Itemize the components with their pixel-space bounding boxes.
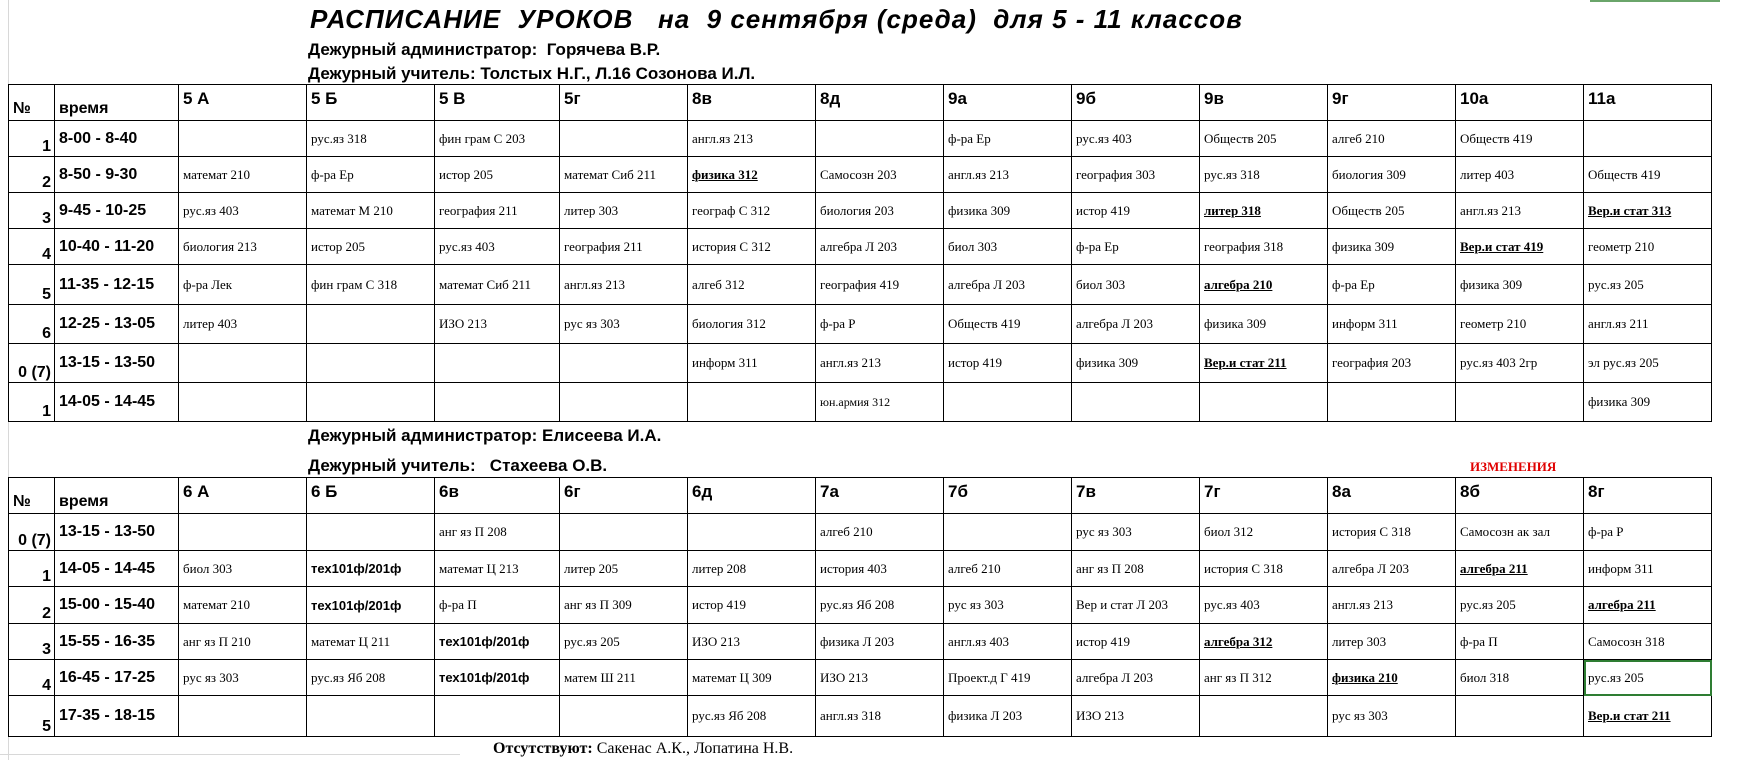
lesson-cell[interactable]: рус яз 303	[1072, 514, 1200, 551]
lesson-cell[interactable]: алгеб 210	[1328, 121, 1456, 157]
lesson-cell[interactable]: биол 303	[179, 551, 307, 587]
class-header[interactable]: 8а	[1328, 478, 1456, 514]
lesson-cell[interactable]: биология 203	[816, 193, 944, 229]
lesson-cell[interactable]: рус.яз 318	[307, 121, 435, 157]
lesson-cell[interactable]: физика 309	[1584, 383, 1712, 422]
class-header[interactable]: 6д	[688, 478, 816, 514]
lesson-cell[interactable]: физика 309	[1328, 229, 1456, 265]
absent-label: Отсутствуют:	[493, 740, 593, 757]
lesson-cell[interactable]: рус.яз 205	[1584, 660, 1712, 696]
class-header[interactable]: 9б	[1072, 85, 1200, 121]
lesson-cell[interactable]	[307, 514, 435, 551]
lesson-cell[interactable]: математ М 210	[307, 193, 435, 229]
lesson-cell[interactable]: Обществ 205	[1200, 121, 1328, 157]
lesson-cell[interactable]: ИЗО 213	[688, 624, 816, 660]
lesson-cell[interactable]: юн.армия 312	[816, 383, 944, 422]
lesson-cell[interactable]: ф-ра Ер	[1072, 229, 1200, 265]
lesson-cell[interactable]: анг яз П 208	[435, 514, 560, 551]
lesson-cell[interactable]: рус.яз 318	[1200, 157, 1328, 193]
class-header[interactable]: 11а	[1584, 85, 1712, 121]
lesson-number[interactable]: 0 (7)	[9, 514, 55, 551]
class-header[interactable]: 5 В	[435, 85, 560, 121]
lesson-cell[interactable]: рус.яз 403	[1200, 587, 1328, 624]
lesson-cell[interactable]: история С 318	[1328, 514, 1456, 551]
lesson-number[interactable]: 2	[9, 587, 55, 624]
lesson-cell[interactable]	[435, 383, 560, 422]
class-header[interactable]: 9а	[944, 85, 1072, 121]
lesson-cell[interactable]: литер 303	[1328, 624, 1456, 660]
lesson-cell[interactable]: биология 213	[179, 229, 307, 265]
lesson-cell[interactable]: ф-ра Ер	[944, 121, 1072, 157]
lesson-row	[9, 383, 1712, 422]
lesson-cell[interactable]: литер 303	[560, 193, 688, 229]
lesson-cell[interactable]	[1200, 383, 1328, 422]
lesson-number[interactable]: 5	[9, 696, 55, 737]
changes-label: ИЗМЕНЕНИЯ	[1470, 459, 1557, 474]
lesson-cell[interactable]: физика Л 203	[944, 696, 1072, 737]
lesson-cell[interactable]: фин грам С 203	[435, 121, 560, 157]
lesson-cell[interactable]: Вер.и стат 211	[1584, 696, 1712, 737]
class-header[interactable]: 8б	[1456, 478, 1584, 514]
lesson-cell[interactable]	[560, 344, 688, 383]
duty-teacher-1: Дежурный учитель: Толстых Н.Г., Л.16 Созонова И.Л.	[308, 64, 756, 83]
lesson-cell[interactable]	[179, 514, 307, 551]
class-header[interactable]: 9в	[1200, 85, 1328, 121]
lesson-cell[interactable]: тех101ф/201ф	[307, 551, 435, 587]
lesson-cell[interactable]: истор 205	[307, 229, 435, 265]
lesson-cell[interactable]: Самосозн 203	[816, 157, 944, 193]
lesson-cell[interactable]: англ.яз 213	[1328, 587, 1456, 624]
lesson-cell[interactable]: Проект.д Г 419	[944, 660, 1072, 696]
lesson-time[interactable]: 15-55 - 16-35	[55, 624, 179, 660]
lesson-cell[interactable]: география 203	[1328, 344, 1456, 383]
lesson-time[interactable]: 8-00 - 8-40	[55, 121, 179, 157]
lesson-cell[interactable]: фин грам С 318	[307, 265, 435, 305]
lesson-cell[interactable]: Обществ 205	[1328, 193, 1456, 229]
absent-teachers	[493, 740, 793, 758]
lesson-cell[interactable]	[1456, 383, 1584, 422]
lesson-row	[9, 157, 1712, 193]
header-number: №	[9, 478, 55, 514]
lesson-cell[interactable]: ИЗО 213	[816, 660, 944, 696]
lesson-cell[interactable]: рус яз 303	[1328, 696, 1456, 737]
lesson-cell[interactable]: англ.яз 211	[1584, 305, 1712, 344]
lesson-row	[9, 624, 1712, 660]
lesson-cell[interactable]: алгеб 210	[944, 551, 1072, 587]
lesson-cell[interactable]: рус.яз 205	[1584, 265, 1712, 305]
lesson-cell[interactable]: физика 312	[688, 157, 816, 193]
lesson-number[interactable]: 3	[9, 193, 55, 229]
lesson-cell[interactable]	[1584, 121, 1712, 157]
lesson-cell[interactable]: Самосозн ак зал	[1456, 514, 1584, 551]
lesson-time[interactable]: 16-45 - 17-25	[55, 660, 179, 696]
lesson-cell[interactable]: алгебра 211	[1584, 587, 1712, 624]
header-time: время	[55, 478, 179, 514]
lesson-cell[interactable]: литер 318	[1200, 193, 1328, 229]
lesson-row	[9, 193, 1712, 229]
lesson-time[interactable]: 13-15 - 13-50	[55, 344, 179, 383]
lesson-row	[9, 121, 1712, 157]
lesson-cell[interactable]	[560, 696, 688, 737]
lesson-cell[interactable]: рус.яз Яб 208	[816, 587, 944, 624]
lesson-cell[interactable]: истор 419	[1072, 193, 1200, 229]
lesson-cell[interactable]	[179, 696, 307, 737]
lesson-cell[interactable]	[944, 383, 1072, 422]
lesson-number[interactable]: 5	[9, 265, 55, 305]
lesson-cell[interactable]: физика Л 203	[816, 624, 944, 660]
lesson-cell[interactable]: алгебра Л 203	[816, 229, 944, 265]
class-header[interactable]: 6 Б	[307, 478, 435, 514]
lesson-cell[interactable]: англ.яз 318	[816, 696, 944, 737]
lesson-cell[interactable]: эл рус.яз 205	[1584, 344, 1712, 383]
lesson-number[interactable]: 1	[9, 551, 55, 587]
lesson-cell[interactable]: рус яз 303	[944, 587, 1072, 624]
lesson-cell[interactable]: география 318	[1200, 229, 1328, 265]
lesson-cell[interactable]: географ С 312	[688, 193, 816, 229]
class-header[interactable]: 8в	[688, 85, 816, 121]
lesson-cell[interactable]: математ Сиб 211	[560, 157, 688, 193]
class-header[interactable]: 7в	[1072, 478, 1200, 514]
lesson-row	[9, 514, 1712, 551]
lesson-cell[interactable]: англ.яз 213	[1456, 193, 1584, 229]
lesson-cell[interactable]: Обществ 419	[1584, 157, 1712, 193]
lesson-time[interactable]: 10-40 - 11-20	[55, 229, 179, 265]
lesson-cell[interactable]: рус.яз 403 2гр	[1456, 344, 1584, 383]
lesson-cell[interactable]: рус яз 303	[179, 660, 307, 696]
lesson-cell[interactable]	[1456, 696, 1584, 737]
lesson-cell[interactable]: алгеб 312	[688, 265, 816, 305]
lesson-cell[interactable]	[944, 514, 1072, 551]
lesson-cell[interactable]: анг яз П 208	[1072, 551, 1200, 587]
lesson-row	[9, 344, 1712, 383]
duty-teacher-2: Дежурный учитель: Стахеева О.В.	[308, 456, 608, 475]
lesson-cell[interactable]: история С 318	[1200, 551, 1328, 587]
lesson-cell[interactable]	[816, 121, 944, 157]
lesson-cell[interactable]	[435, 696, 560, 737]
class-header[interactable]: 5 А	[179, 85, 307, 121]
lesson-time[interactable]: 14-05 - 14-45	[55, 551, 179, 587]
lesson-number[interactable]: 1	[9, 121, 55, 157]
lesson-cell[interactable]: анг яз П 309	[560, 587, 688, 624]
duty-admin-1: Дежурный администратор: Горячева В.Р.	[308, 40, 661, 59]
lesson-cell[interactable]: биология 309	[1328, 157, 1456, 193]
lesson-cell[interactable]: биол 303	[944, 229, 1072, 265]
class-header[interactable]: 6в	[435, 478, 560, 514]
lesson-cell[interactable]: биология 312	[688, 305, 816, 344]
header-number: №	[9, 85, 55, 121]
class-header[interactable]: 8д	[816, 85, 944, 121]
lesson-cell[interactable]	[1328, 383, 1456, 422]
lesson-time[interactable]: 12-25 - 13-05	[55, 305, 179, 344]
lesson-cell[interactable]: геометр 210	[1584, 229, 1712, 265]
lesson-cell[interactable]: география 303	[1072, 157, 1200, 193]
lesson-cell[interactable]	[688, 383, 816, 422]
lesson-row	[9, 587, 1712, 624]
lesson-cell[interactable]: Обществ 419	[1456, 121, 1584, 157]
lesson-cell[interactable]: алгебра 211	[1456, 551, 1584, 587]
lesson-cell[interactable]: истор 205	[435, 157, 560, 193]
lesson-cell[interactable]	[560, 514, 688, 551]
lesson-cell[interactable]: истор 419	[688, 587, 816, 624]
lesson-cell[interactable]: анг яз П 210	[179, 624, 307, 660]
lesson-cell[interactable]: алгебра Л 203	[944, 265, 1072, 305]
lesson-cell[interactable]: англ.яз 213	[688, 121, 816, 157]
lesson-time[interactable]: 8-50 - 9-30	[55, 157, 179, 193]
lesson-cell[interactable]: ф-ра Ер	[1328, 265, 1456, 305]
lesson-time[interactable]: 15-00 - 15-40	[55, 587, 179, 624]
lesson-cell[interactable]: литер 208	[688, 551, 816, 587]
selected-cell-indicator	[1590, 0, 1720, 2]
lesson-cell[interactable]: литер 205	[560, 551, 688, 587]
lesson-cell[interactable]: алгеб 210	[816, 514, 944, 551]
lesson-cell[interactable]: алгебра Л 203	[1072, 305, 1200, 344]
lesson-cell[interactable]	[1200, 696, 1328, 737]
lesson-row	[9, 660, 1712, 696]
lesson-cell[interactable]: тех101ф/201ф	[307, 587, 435, 624]
lesson-cell[interactable]: рус.яз Яб 208	[307, 660, 435, 696]
lesson-cell[interactable]: география 211	[435, 193, 560, 229]
lesson-cell[interactable]	[1072, 383, 1200, 422]
lesson-cell[interactable]: физика 210	[1328, 660, 1456, 696]
class-header[interactable]: 7а	[816, 478, 944, 514]
lesson-cell[interactable]	[307, 696, 435, 737]
class-header[interactable]: 7г	[1200, 478, 1328, 514]
lesson-cell[interactable]: матем Ш 211	[560, 660, 688, 696]
lesson-number[interactable]: 3	[9, 624, 55, 660]
absent-names: Сакенас А.К., Лопатина Н.В.	[592, 740, 794, 757]
lesson-cell[interactable]: англ.яз 213	[816, 344, 944, 383]
page-title: РАСПИСАНИЕ УРОКОВ на 9 сентября (среда) для 5 - 11 классов	[310, 4, 1243, 34]
lesson-cell[interactable]: рус.яз 403	[435, 229, 560, 265]
lesson-time[interactable]: 9-45 - 10-25	[55, 193, 179, 229]
lesson-cell[interactable]	[179, 383, 307, 422]
lesson-cell[interactable]: математ 210	[179, 157, 307, 193]
lesson-number[interactable]: 2	[9, 157, 55, 193]
lesson-row	[9, 305, 1712, 344]
lesson-cell[interactable]: физика 309	[944, 193, 1072, 229]
lesson-cell[interactable]: математ Ц 309	[688, 660, 816, 696]
lesson-time[interactable]: 14-05 - 14-45	[55, 383, 179, 422]
lesson-cell[interactable]: история С 312	[688, 229, 816, 265]
lesson-cell[interactable]: физика 309	[1072, 344, 1200, 383]
lesson-cell[interactable]: алгебра 210	[1200, 265, 1328, 305]
lesson-cell[interactable]: информ 311	[688, 344, 816, 383]
lesson-number[interactable]: 4	[9, 229, 55, 265]
class-header[interactable]: 5г	[560, 85, 688, 121]
lesson-cell[interactable]: география 211	[560, 229, 688, 265]
lesson-cell[interactable]: ф-ра П	[1456, 624, 1584, 660]
lesson-number[interactable]: 0 (7)	[9, 344, 55, 383]
lesson-cell[interactable]: рус яз 303	[560, 305, 688, 344]
class-header[interactable]: 7б	[944, 478, 1072, 514]
class-header[interactable]: 9г	[1328, 85, 1456, 121]
lesson-number[interactable]: 1	[9, 383, 55, 422]
lesson-cell[interactable]: Обществ 419	[944, 305, 1072, 344]
lesson-cell[interactable]	[560, 383, 688, 422]
class-header[interactable]: 6 А	[179, 478, 307, 514]
lesson-row	[9, 696, 1712, 737]
lesson-row	[9, 229, 1712, 265]
lesson-cell[interactable]: истор 419	[944, 344, 1072, 383]
lesson-cell[interactable]: литер 403	[179, 305, 307, 344]
lesson-cell[interactable]: биол 318	[1456, 660, 1584, 696]
duty-admin-2: Дежурный администратор: Елисеева И.А.	[308, 426, 662, 445]
lesson-cell[interactable]: история 403	[816, 551, 944, 587]
lesson-cell[interactable]: физика 309	[1200, 305, 1328, 344]
lesson-cell[interactable]: ИЗО 213	[1072, 696, 1200, 737]
lesson-row	[9, 551, 1712, 587]
lesson-row	[9, 265, 1712, 305]
lesson-time[interactable]: 13-15 - 13-50	[55, 514, 179, 551]
lesson-cell[interactable]: география 419	[816, 265, 944, 305]
lesson-cell[interactable]: математ Ц 213	[435, 551, 560, 587]
lesson-cell[interactable]	[307, 344, 435, 383]
sheet-bottom-border	[0, 754, 460, 755]
lesson-cell[interactable]	[560, 121, 688, 157]
lesson-cell[interactable]: ф-ра Лек	[179, 265, 307, 305]
lesson-cell[interactable]	[179, 344, 307, 383]
lesson-cell[interactable]: рус.яз Яб 208	[688, 696, 816, 737]
lesson-cell[interactable]: ИЗО 213	[435, 305, 560, 344]
lesson-time[interactable]: 11-35 - 12-15	[55, 265, 179, 305]
lesson-cell[interactable]: математ Ц 211	[307, 624, 435, 660]
lesson-cell[interactable]: рус.яз 403	[1072, 121, 1200, 157]
lesson-cell[interactable]: литер 403	[1456, 157, 1584, 193]
lesson-cell[interactable]	[435, 344, 560, 383]
class-header[interactable]: 8г	[1584, 478, 1712, 514]
lesson-cell[interactable]: биол 312	[1200, 514, 1328, 551]
lesson-time[interactable]: 17-35 - 18-15	[55, 696, 179, 737]
class-header[interactable]: 5 Б	[307, 85, 435, 121]
lesson-cell[interactable]: ф-ра П	[435, 587, 560, 624]
lesson-cell[interactable]: Самосозн 318	[1584, 624, 1712, 660]
header-time: время	[55, 85, 179, 121]
lesson-cell[interactable]: ф-ра Р	[1584, 514, 1712, 551]
lesson-number[interactable]: 4	[9, 660, 55, 696]
lesson-cell[interactable]: математ 210	[179, 587, 307, 624]
lesson-cell[interactable]: алгебра 312	[1200, 624, 1328, 660]
lesson-cell[interactable]: англ.яз 403	[944, 624, 1072, 660]
lesson-cell[interactable]: рус.яз 403	[179, 193, 307, 229]
lesson-cell[interactable]: информ 311	[1584, 551, 1712, 587]
lesson-cell[interactable]: алгебра Л 203	[1072, 660, 1200, 696]
lesson-cell[interactable]: информ 311	[1328, 305, 1456, 344]
lesson-cell[interactable]: тех101ф/201ф	[435, 624, 560, 660]
lesson-cell[interactable]: Вер.и стат 313	[1584, 193, 1712, 229]
lesson-cell[interactable]	[688, 514, 816, 551]
class-header[interactable]: 6г	[560, 478, 688, 514]
lesson-cell[interactable]: анг яз П 312	[1200, 660, 1328, 696]
lesson-cell[interactable]: биол 303	[1072, 265, 1200, 305]
lesson-cell[interactable]	[179, 121, 307, 157]
lesson-cell[interactable]	[307, 383, 435, 422]
lesson-cell[interactable]: ф-ра Р	[816, 305, 944, 344]
lesson-cell[interactable]	[307, 305, 435, 344]
lesson-number[interactable]: 6	[9, 305, 55, 344]
lesson-cell[interactable]: англ.яз 213	[944, 157, 1072, 193]
lesson-cell[interactable]: истор 419	[1072, 624, 1200, 660]
lesson-cell[interactable]: Вер и стат Л 203	[1072, 587, 1200, 624]
lesson-cell[interactable]: алгебра Л 203	[1328, 551, 1456, 587]
lesson-cell[interactable]: Вер.и стат 211	[1200, 344, 1328, 383]
lesson-cell[interactable]: ф-ра Ер	[307, 157, 435, 193]
lesson-cell[interactable]: рус.яз 205	[560, 624, 688, 660]
lesson-cell[interactable]: физика 309	[1456, 265, 1584, 305]
lesson-cell[interactable]: тех101ф/201ф	[435, 660, 560, 696]
lesson-cell[interactable]: геометр 210	[1456, 305, 1584, 344]
schedule-table-senior	[8, 84, 1712, 422]
class-header[interactable]: 10а	[1456, 85, 1584, 121]
lesson-cell[interactable]: рус.яз 205	[1456, 587, 1584, 624]
lesson-cell[interactable]: англ.яз 213	[560, 265, 688, 305]
lesson-cell[interactable]: Вер.и стат 419	[1456, 229, 1584, 265]
schedule-table-junior	[8, 477, 1712, 737]
lesson-cell[interactable]: математ Сиб 211	[435, 265, 560, 305]
